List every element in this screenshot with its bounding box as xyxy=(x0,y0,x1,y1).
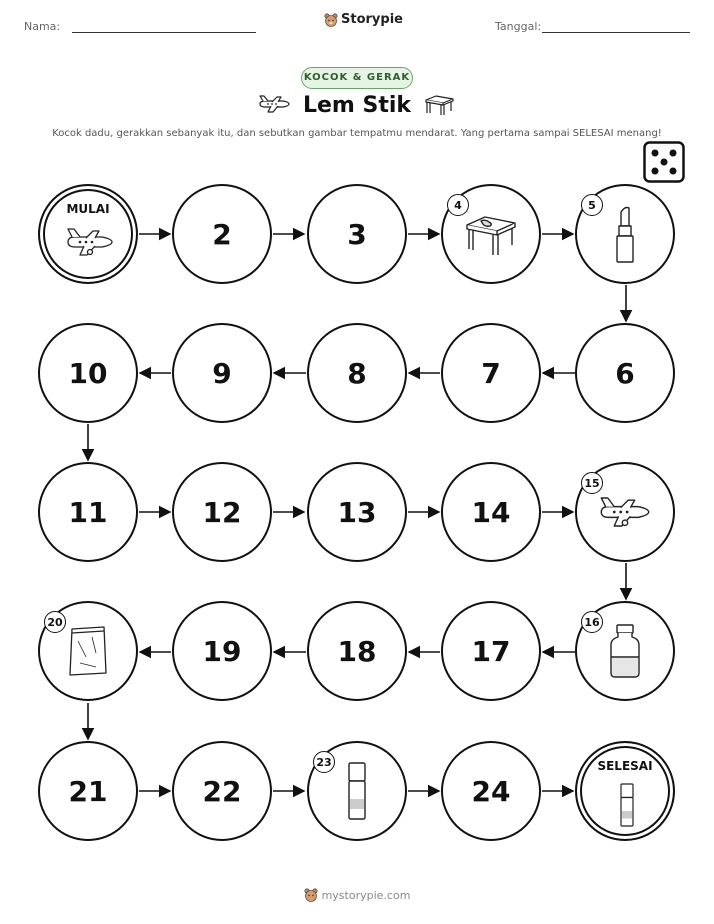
name-label: Nama: xyxy=(24,20,61,33)
activity-tag: KOCOK & GERAK xyxy=(301,67,413,89)
airplane-icon xyxy=(597,494,653,530)
space-16[interactable] xyxy=(575,601,675,701)
space-number: 11 xyxy=(68,495,108,529)
table-icon xyxy=(463,211,519,257)
space-number: 22 xyxy=(202,774,242,808)
space-number: 8 xyxy=(347,356,367,390)
space-number: 19 xyxy=(202,634,242,668)
airplane-icon xyxy=(64,226,116,258)
space-15[interactable] xyxy=(575,462,675,562)
space-5[interactable] xyxy=(575,184,675,284)
space-number: 12 xyxy=(202,495,242,529)
space-number: 13 xyxy=(337,495,377,529)
space-number: 7 xyxy=(481,356,501,390)
space-22[interactable] xyxy=(172,741,272,841)
space-number: 24 xyxy=(471,774,511,808)
space-19[interactable] xyxy=(172,601,272,701)
space-number: 17 xyxy=(471,634,511,668)
space-23[interactable] xyxy=(307,741,407,841)
space-start[interactable] xyxy=(38,184,138,284)
space-badge: 23 xyxy=(313,751,335,773)
bear-icon xyxy=(304,888,318,902)
finish-label: SELESAI xyxy=(597,759,653,773)
space-number: 6 xyxy=(615,356,635,390)
space-badge: 20 xyxy=(44,611,66,633)
space-badge: 5 xyxy=(581,194,603,216)
space-18[interactable] xyxy=(307,601,407,701)
space-11[interactable] xyxy=(38,462,138,562)
space-finish[interactable] xyxy=(575,741,675,841)
glue-stick-icon xyxy=(346,759,368,823)
lipstick-icon xyxy=(613,204,637,264)
space-2[interactable] xyxy=(172,184,272,284)
space-number: 18 xyxy=(337,634,377,668)
bottle-icon xyxy=(608,623,642,679)
space-21[interactable] xyxy=(38,741,138,841)
space-24[interactable] xyxy=(441,741,541,841)
space-3[interactable] xyxy=(307,184,407,284)
space-badge: 15 xyxy=(581,472,603,494)
start-label: MULAI xyxy=(66,202,110,216)
page-title: Lem Stik xyxy=(302,93,412,118)
brand-name: Storypie xyxy=(341,12,403,27)
plastic-bag-icon xyxy=(66,623,110,679)
space-9[interactable] xyxy=(172,323,272,423)
space-badge: 16 xyxy=(581,611,603,633)
space-number: 10 xyxy=(68,356,108,390)
space-number: 9 xyxy=(212,356,232,390)
space-number: 14 xyxy=(471,495,511,529)
instructions: Kocok dadu, gerakkan sebanyak itu, dan sebutkan gambar tempatmu mendarat. Yang pertama sampai SELESAI menang! xyxy=(52,128,662,139)
space-badge: 4 xyxy=(447,194,469,216)
space-7[interactable] xyxy=(441,323,541,423)
space-8[interactable] xyxy=(307,323,407,423)
space-14[interactable] xyxy=(441,462,541,562)
footer-site[interactable]: mystorypie.com xyxy=(321,888,411,902)
footer xyxy=(0,888,714,902)
space-17[interactable] xyxy=(441,601,541,701)
space-13[interactable] xyxy=(307,462,407,562)
space-10[interactable] xyxy=(38,323,138,423)
space-number: 3 xyxy=(347,217,367,251)
glue-stick-icon xyxy=(617,781,637,829)
space-12[interactable] xyxy=(172,462,272,562)
space-number: 2 xyxy=(212,217,232,251)
space-6[interactable] xyxy=(575,323,675,423)
space-20[interactable] xyxy=(38,601,138,701)
space-4[interactable] xyxy=(441,184,541,284)
space-number: 21 xyxy=(68,774,108,808)
date-label: Tanggal: xyxy=(495,20,542,33)
